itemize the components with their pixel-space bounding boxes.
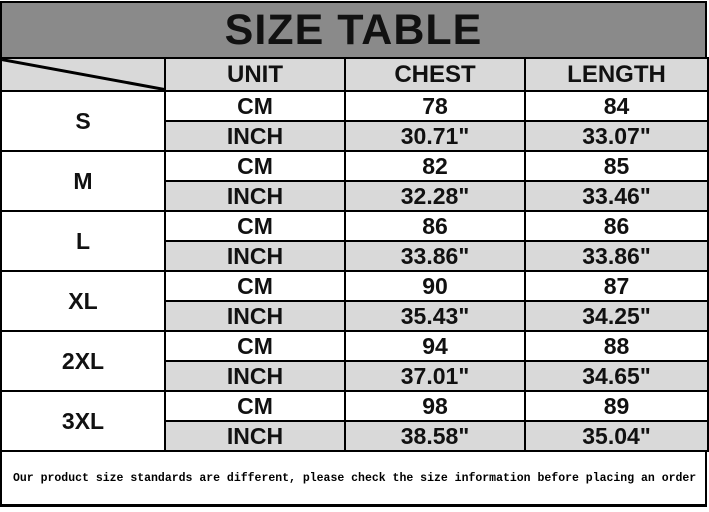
chest-value-cell: 82 [345,151,525,181]
diagonal-header-cell [1,58,165,91]
chest-value-cell: 86 [345,211,525,241]
length-value-cell: 88 [525,331,708,361]
chest-value-cell: 78 [345,91,525,121]
unit-cell: CM [165,271,345,301]
note-text: Our product size standards are different, please check the size information before placing an order [13,471,697,485]
diagonal-line [2,59,164,90]
table-row [1,211,708,241]
unit-cell: INCH [165,241,345,271]
length-value-cell: 89 [525,391,708,421]
header-chest: CHEST [345,58,525,91]
size-label-cell: M [1,151,165,211]
unit-cell: INCH [165,121,345,151]
length-value-cell: 87 [525,271,708,301]
size-label-cell: L [1,211,165,271]
chest-value-cell: 32.28" [345,181,525,211]
unit-cell: INCH [165,301,345,331]
chest-value-cell: 37.01" [345,361,525,391]
chest-value-cell: 90 [345,271,525,301]
unit-cell: CM [165,91,345,121]
size-label-cell: S [1,91,165,151]
header-unit: UNIT [165,58,345,91]
size-label-cell: 2XL [1,331,165,391]
length-value-cell: 86 [525,211,708,241]
table-row [1,91,708,121]
header-row [1,58,708,91]
length-value-cell: 85 [525,151,708,181]
note-bar [0,452,707,507]
length-value-cell: 84 [525,91,708,121]
size-label-cell: 3XL [1,391,165,451]
length-value-cell: 33.86" [525,241,708,271]
unit-cell: INCH [165,181,345,211]
table-row [1,271,708,301]
size-table [0,57,709,452]
size-label-cell: XL [1,271,165,331]
chest-value-cell: 30.71" [345,121,525,151]
chest-value-cell: 35.43" [345,301,525,331]
size-table-title: SIZE TABLE [0,1,707,57]
chest-value-cell: 98 [345,391,525,421]
length-value-cell: 33.07" [525,121,708,151]
table-row [1,391,708,421]
unit-cell: INCH [165,421,345,451]
chest-value-cell: 94 [345,331,525,361]
unit-cell: CM [165,331,345,361]
table-row [1,151,708,181]
unit-cell: INCH [165,361,345,391]
size-table-panel [0,1,707,507]
chest-value-cell: 33.86" [345,241,525,271]
length-value-cell: 34.25" [525,301,708,331]
chest-value-cell: 38.58" [345,421,525,451]
table-row [1,331,708,361]
unit-cell: CM [165,211,345,241]
length-value-cell: 33.46" [525,181,708,211]
unit-cell: CM [165,391,345,421]
header-length: LENGTH [525,58,708,91]
length-value-cell: 35.04" [525,421,708,451]
length-value-cell: 34.65" [525,361,708,391]
unit-cell: CM [165,151,345,181]
